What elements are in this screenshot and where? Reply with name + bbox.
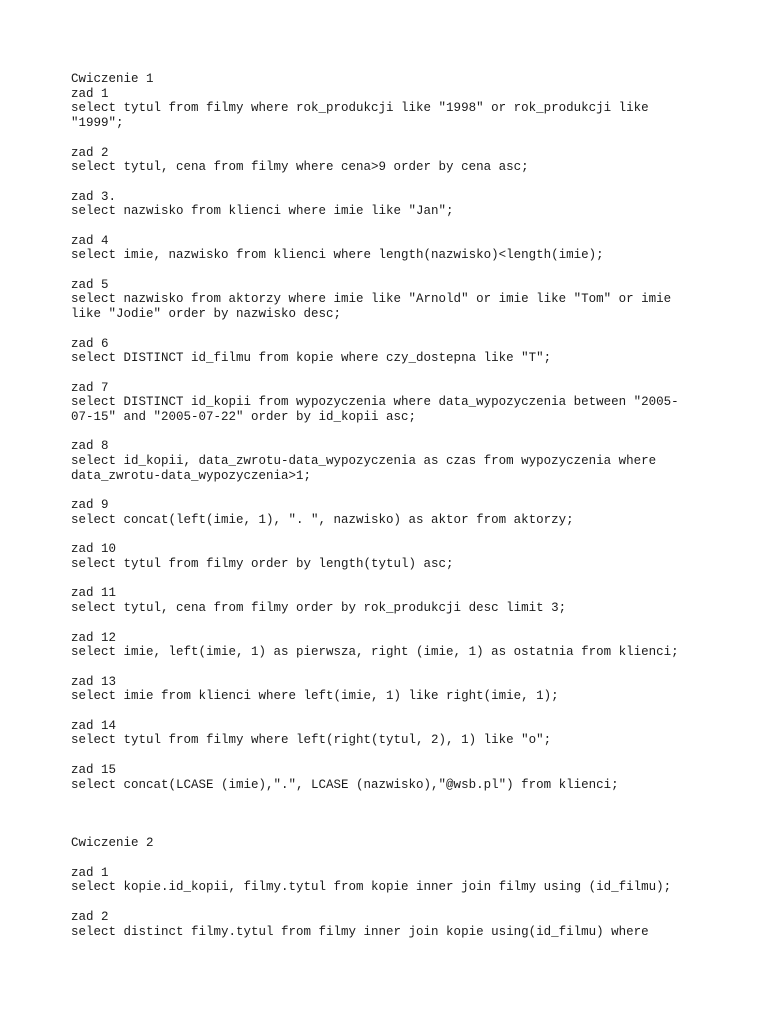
task-block <box>71 631 711 660</box>
sql-line: select tytul, cena from filmy where cena>9 order by cena asc; <box>71 160 529 175</box>
document-page <box>71 72 711 954</box>
task-label: zad 2 <box>71 909 109 924</box>
task-label: zad 15 <box>71 762 117 777</box>
task-block <box>71 866 711 895</box>
sql-line: select concat(left(imie, 1), ". ", nazwisko) as aktor from aktorzy; <box>71 512 574 527</box>
task-label: zad 12 <box>71 630 117 645</box>
task-label: zad 4 <box>71 233 109 248</box>
sql-line: select tytul from filmy order by length(tytul) asc; <box>71 557 454 572</box>
task-label: zad 5 <box>71 277 109 292</box>
task-block <box>71 381 711 425</box>
task-block <box>71 87 711 131</box>
task-block <box>71 146 711 175</box>
task-block <box>71 278 711 322</box>
sql-line: select DISTINCT id_filmu from kopie where czy_dostepna like "T"; <box>71 351 552 366</box>
task-block <box>71 542 711 571</box>
task-label: zad 1 <box>71 865 109 880</box>
task-block <box>71 910 711 939</box>
sql-line: select concat(LCASE (imie),".", LCASE (nazwisko),"@wsb.pl") from klienci; <box>71 777 619 792</box>
sql-line: select imie, left(imie, 1) as pierwsza, right (imie, 1) as ostatnia from klienci; <box>71 645 679 660</box>
task-label: zad 11 <box>71 586 117 601</box>
task-block <box>71 763 711 792</box>
task-label: zad 10 <box>71 542 117 557</box>
sql-line: data_zwrotu-data_wypozyczenia>1; <box>71 468 312 483</box>
task-label: zad 13 <box>71 674 117 689</box>
sql-line: select DISTINCT id_kopii from wypozyczenia where data_wypozyczenia between "2005- <box>71 395 679 410</box>
title-spacer <box>71 851 711 866</box>
task-block <box>71 719 711 748</box>
task-label: zad 1 <box>71 86 109 101</box>
sql-line: select tytul from filmy where rok_produkcji like "1998" or rok_produkcji like <box>71 101 649 116</box>
sql-line: select distinct filmy.tytul from filmy inner join kopie using(id_filmu) where <box>71 924 649 939</box>
sql-line: select tytul, cena from filmy order by rok_produkcji desc limit 3; <box>71 601 567 616</box>
section-title: Cwiczenie 1 <box>71 72 154 86</box>
task-block <box>71 675 711 704</box>
sql-line: select kopie.id_kopii, filmy.tytul from kopie inner join filmy using (id_filmu); <box>71 880 672 895</box>
sql-line: select id_kopii, data_zwrotu-data_wypozyczenia as czas from wypozyczenia where <box>71 454 657 469</box>
task-label: zad 6 <box>71 336 109 351</box>
sql-line: select nazwisko from aktorzy where imie like "Arnold" or imie like "Tom" or imie <box>71 292 672 307</box>
task-block <box>71 190 711 219</box>
sql-line: select imie, nazwisko from klienci where length(nazwisko)<length(imie); <box>71 248 604 263</box>
task-block <box>71 498 711 527</box>
task-block <box>71 337 711 366</box>
task-label: zad 2 <box>71 145 109 160</box>
sql-line: like "Jodie" order by nazwisko desc; <box>71 307 342 322</box>
sql-line: select nazwisko from klienci where imie like "Jan"; <box>71 204 454 219</box>
task-label: zad 8 <box>71 439 109 454</box>
task-label: zad 7 <box>71 380 109 395</box>
task-label: zad 3. <box>71 189 117 204</box>
task-label: zad 14 <box>71 718 117 733</box>
section-spacer <box>71 792 711 836</box>
task-block <box>71 439 711 483</box>
section-title: Cwiczenie 2 <box>71 836 154 851</box>
task-label: zad 9 <box>71 498 109 513</box>
sql-line: select imie from klienci where left(imie, 1) like right(imie, 1); <box>71 689 559 704</box>
task-block <box>71 234 711 263</box>
sql-line: "1999"; <box>71 116 124 131</box>
sql-line: select tytul from filmy where left(right(tytul, 2), 1) like "o"; <box>71 733 552 748</box>
task-block <box>71 586 711 615</box>
sql-line: 07-15" and "2005-07-22" order by id_kopii asc; <box>71 410 417 425</box>
